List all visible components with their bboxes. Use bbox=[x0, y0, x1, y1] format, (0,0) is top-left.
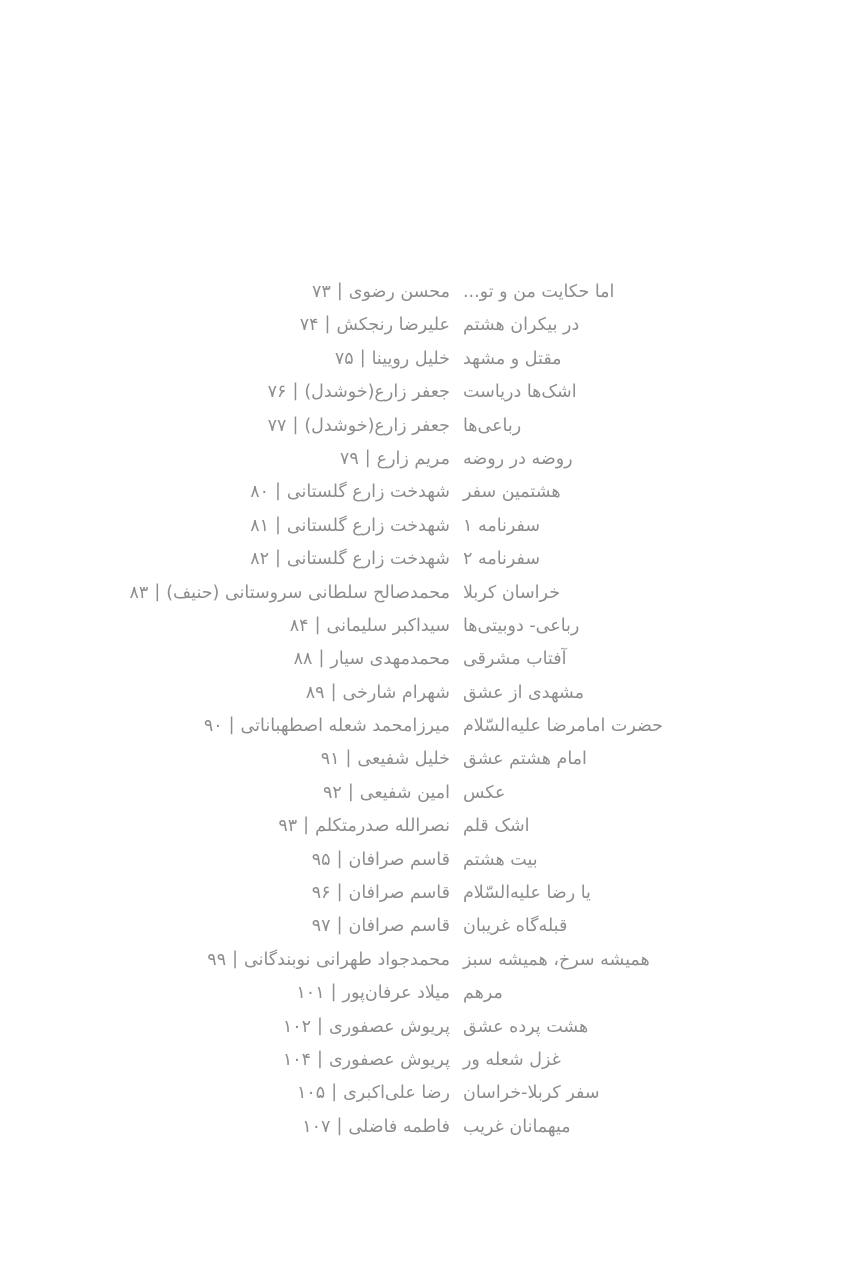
toc-row bbox=[130, 610, 450, 643]
entry-page: ۱۰۴ bbox=[282, 1049, 312, 1070]
entry-author: محسن رضوی bbox=[348, 282, 450, 302]
entry-author: قاسم صرافان bbox=[348, 849, 450, 870]
toc-row bbox=[130, 443, 450, 476]
entry-title: غزل شعله ور bbox=[462, 1049, 561, 1070]
entry-page: ۹۶ bbox=[311, 883, 331, 904]
toc-row bbox=[130, 343, 450, 376]
entry-separator: | bbox=[336, 882, 343, 903]
entry-separator: | bbox=[324, 314, 331, 335]
entry-separator: | bbox=[330, 681, 337, 702]
toc-row bbox=[130, 1111, 450, 1144]
entry-author: شهدخت زارع گلستانی bbox=[286, 515, 450, 536]
entry-title: اشک قلم bbox=[462, 816, 530, 837]
entry-title: قبله‌گاه غریبان bbox=[462, 916, 568, 937]
entry-page: ۷۳ bbox=[312, 282, 331, 302]
entry-title: سفرنامه ۲ bbox=[462, 549, 541, 570]
entry-author: جعفر زارع(خوشدل) bbox=[304, 415, 450, 436]
entry-page: ۸۴ bbox=[289, 615, 309, 636]
entry-separator: | bbox=[292, 381, 299, 402]
entry-separator: | bbox=[359, 347, 366, 368]
entry-separator: | bbox=[317, 1015, 323, 1036]
entry-author: قاسم صرافان bbox=[348, 883, 450, 904]
entry-separator: | bbox=[292, 414, 299, 435]
entry-page: ۹۰ bbox=[203, 716, 223, 737]
entry-separator: | bbox=[228, 715, 235, 736]
entry-author: شهدخت زارع گلستانی bbox=[286, 549, 450, 570]
entry-title: بیت هشتم bbox=[462, 849, 538, 870]
entry-page: ۹۲ bbox=[323, 782, 342, 803]
entry-separator: | bbox=[364, 447, 371, 468]
entry-title: یا رضا علیه‌السّلام bbox=[462, 883, 591, 904]
entry-title: سفر کربلا-خراسان bbox=[462, 1083, 600, 1104]
entry-title: آفتاب مشرقی bbox=[462, 649, 567, 670]
entry-separator: | bbox=[336, 281, 343, 301]
entry-author: نصرالله صدرمتکلم bbox=[315, 816, 450, 837]
entry-page: ۹۱ bbox=[320, 749, 340, 770]
entry-separator: | bbox=[347, 781, 354, 802]
entry-title: در بیکران هشتم bbox=[462, 315, 580, 336]
toc-row bbox=[130, 410, 450, 443]
entry-separator: | bbox=[275, 481, 281, 502]
entry-author: محمدمهدی سیار bbox=[330, 649, 450, 670]
entry-page: ۷۷ bbox=[267, 415, 287, 436]
toc-row bbox=[130, 309, 450, 342]
toc-row bbox=[130, 977, 450, 1010]
toc-row bbox=[130, 810, 450, 843]
entry-title: امام هشتم عشق bbox=[462, 749, 587, 770]
entry-title: حضرت امامرضا علیه‌السّلام bbox=[462, 716, 663, 737]
entry-author: قاسم صرافان bbox=[348, 916, 450, 937]
entry-title: هشت پرده عشق bbox=[462, 1016, 589, 1037]
toc-row bbox=[130, 910, 450, 943]
entry-page: ۸۱ bbox=[250, 515, 269, 536]
entry-page: ۸۲ bbox=[250, 549, 269, 570]
entry-title: خراسان کربلا bbox=[462, 582, 561, 603]
toc-row bbox=[130, 1077, 450, 1110]
entry-separator: | bbox=[318, 648, 325, 669]
entry-page: ۹۷ bbox=[311, 916, 331, 937]
entry-separator: | bbox=[154, 581, 161, 602]
toc-list bbox=[130, 276, 663, 1144]
entry-page: ۹۳ bbox=[278, 816, 298, 837]
entry-separator: | bbox=[330, 982, 337, 1003]
toc-row bbox=[130, 710, 450, 743]
entry-page: ۸۸ bbox=[293, 649, 313, 670]
toc-row bbox=[130, 376, 450, 409]
entry-author: امین شفیعی bbox=[359, 782, 450, 803]
entry-page: ۹۵ bbox=[311, 849, 331, 870]
entry-author: سیداکبر سلیمانی bbox=[326, 615, 450, 636]
entry-page: ۷۹ bbox=[339, 448, 359, 469]
entry-separator: | bbox=[336, 848, 343, 869]
entry-author: خلیل شفیعی bbox=[357, 749, 450, 770]
entry-author: رضا علی‌اکبری bbox=[343, 1083, 450, 1104]
entry-separator: | bbox=[317, 1048, 323, 1069]
entry-author: پریوش عصفوری bbox=[328, 1049, 450, 1070]
entry-separator: | bbox=[336, 915, 343, 936]
entry-page: ۱۰۲ bbox=[282, 1016, 312, 1037]
entry-title: مشهدی از عشق bbox=[462, 682, 584, 703]
entry-page: ۱۰۵ bbox=[297, 1083, 326, 1104]
toc-row bbox=[130, 1044, 450, 1077]
entry-author: جعفر زارع(خوشدل) bbox=[304, 382, 450, 403]
entry-page: ۱۰۱ bbox=[296, 983, 325, 1004]
entry-author: علیرضا رنجکش bbox=[336, 315, 450, 336]
entry-page: ۷۶ bbox=[267, 382, 287, 403]
toc-row bbox=[130, 844, 450, 877]
toc-row bbox=[130, 476, 450, 509]
entry-title: سفرنامه ۱ bbox=[462, 515, 541, 536]
entry-title: رباعی‌ها bbox=[462, 415, 522, 436]
entry-page: ۷۴ bbox=[299, 315, 319, 336]
entry-page: ۸۹ bbox=[305, 682, 325, 703]
entry-title: همیشه سرخ، همیشه سبز bbox=[462, 949, 650, 970]
entry-separator: | bbox=[275, 514, 281, 535]
entry-author: مریم زارع bbox=[376, 448, 450, 469]
entry-title: عکس bbox=[462, 782, 506, 803]
entry-title: مقتل و مشهد bbox=[462, 348, 562, 369]
toc-row bbox=[130, 1011, 450, 1044]
entry-title: میهمانان غریب bbox=[462, 1116, 571, 1137]
toc-row bbox=[130, 577, 450, 610]
toc-row bbox=[130, 543, 450, 576]
toc-row bbox=[130, 877, 450, 910]
toc-row bbox=[130, 777, 450, 810]
entry-author: میرزامحمد شعله اصطهباناتی bbox=[240, 716, 450, 737]
entry-title: روضه در روضه bbox=[462, 448, 573, 469]
entry-title: مرهم bbox=[462, 983, 503, 1004]
toc-row bbox=[130, 276, 450, 309]
entry-separator: | bbox=[275, 548, 281, 569]
entry-author: خلیل رویینا bbox=[371, 348, 450, 369]
entry-author: شهدخت زارع گلستانی bbox=[286, 482, 450, 503]
entry-separator: | bbox=[336, 1115, 343, 1136]
entry-page: ۸۰ bbox=[250, 482, 269, 503]
entry-author: محمدصالح سلطانی سروستانی (حنیف) bbox=[166, 582, 450, 603]
entry-page: ۱۰۷ bbox=[302, 1116, 331, 1137]
entry-separator: | bbox=[331, 1082, 338, 1103]
entry-separator: | bbox=[303, 815, 310, 836]
toc-row bbox=[130, 944, 450, 977]
toc-row bbox=[130, 510, 450, 543]
entry-author: شهرام شارخی bbox=[342, 682, 450, 703]
entry-page: ۸۳ bbox=[129, 582, 149, 603]
entry-page: ۹۹ bbox=[207, 949, 227, 970]
entry-author: پریوش عصفوری bbox=[328, 1016, 450, 1037]
entry-title: رباعی- دوبیتی‌ها bbox=[462, 615, 580, 636]
entry-author: محمدجواد طهرانی نوبندگانی bbox=[244, 949, 450, 970]
entry-author: فاطمه فاضلی bbox=[348, 1116, 450, 1137]
entry-title: هشتمین سفر bbox=[462, 482, 561, 503]
entry-separator: | bbox=[314, 614, 321, 635]
entry-author: میلاد عرفان‌پور bbox=[342, 983, 450, 1004]
entry-title: اما حکایت من و تو... bbox=[462, 282, 615, 302]
entry-title: اشک‌ها دریاست bbox=[462, 382, 577, 403]
toc-row bbox=[130, 743, 450, 776]
toc-row bbox=[130, 643, 450, 676]
entry-separator: | bbox=[232, 948, 239, 969]
entry-page: ۷۵ bbox=[334, 348, 354, 369]
entry-separator: | bbox=[345, 748, 352, 769]
toc-row bbox=[130, 677, 450, 710]
